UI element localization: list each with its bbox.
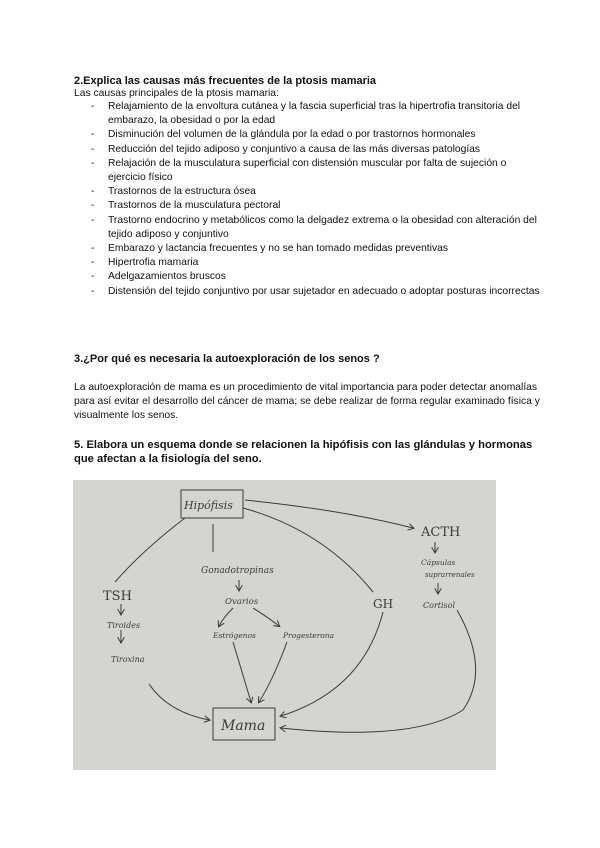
label-tiroides: Tiroides [107, 621, 141, 630]
bullet-dash: - [91, 243, 95, 255]
label-cortisol: Cortisol [423, 601, 456, 610]
list-item-text: Distensión del tejido conjuntivo por usar sujetador en adecuado o adoptar posturas incorrectas [108, 285, 540, 297]
label-mama: Mama [221, 718, 266, 734]
question-2-intro: Las causas principales de la ptosis mamaria: [74, 88, 279, 99]
list-item-text: Reducción del tejido adiposo y conjuntivo a causa de las más diversas patologías [108, 143, 481, 155]
list-item-text: Hipertrofia mamaria [108, 257, 199, 269]
list-item-text: Trastornos de la estructura ósea [108, 186, 256, 198]
hormone-diagram [73, 480, 496, 770]
list-item-text: Trastornos de la musculatura pectoral [108, 200, 281, 212]
line-to-tsh [115, 518, 185, 582]
list-item-text: Relajación de la musculatura superficial con distensión muscular por falta de sujeción o ejercicio físico [108, 157, 507, 184]
label-tsh: TSH [103, 589, 132, 604]
bullet-dash: - [91, 101, 95, 112]
label-tiroxina: Tiroxina [111, 655, 145, 664]
arrow-tiroxina-mama [149, 684, 209, 720]
list-item [74, 199, 544, 213]
bullet-dash: - [91, 186, 95, 198]
arrow-ovarios-estrogenos [219, 608, 233, 626]
label-acth: ACTH [421, 525, 461, 540]
label-hipofisis: Hipófisis [184, 499, 233, 512]
list-item [74, 285, 544, 299]
list-item [74, 100, 544, 128]
bullet-dash: - [91, 143, 95, 155]
arrow-estrogenos-mama [233, 642, 251, 702]
list-item [74, 214, 544, 242]
list-item [74, 270, 544, 284]
bullet-dash: - [91, 200, 95, 212]
list-item-text: Embarazo y lactancia frecuentes y no se han tomado medidas preventivas [108, 243, 448, 255]
list-item [74, 128, 544, 142]
bullet-dash: - [91, 285, 95, 297]
line-to-gh [243, 508, 373, 592]
label-capsulas: Cápsulas [421, 558, 456, 567]
bullet-dash: - [91, 257, 95, 269]
label-gh: GH [373, 597, 394, 611]
question-3-body: La autoexploración de mama es un procedimiento de vital importancia para poder detectar anomalías para así evitar el desarrollo del cáncer de mama; se debe realizar de forma regular examinado física y visualmente los senos. [74, 382, 540, 421]
hormone-diagram-photo [73, 480, 496, 770]
list-item [74, 157, 544, 185]
list-item [74, 185, 544, 199]
bullet-dash: - [91, 271, 95, 283]
list-item-text: Adelgazamientos bruscos [108, 271, 226, 283]
list-item-text: Trastorno endocrino y metabólicos como la delgadez extrema o la obesidad con alteración del tejido adiposo y conjuntivo [108, 214, 537, 240]
list-item [74, 242, 544, 256]
question-2-title: 2.Explica las causas más frecuentes de la ptosis mamaria [74, 75, 377, 87]
list-item [74, 143, 544, 157]
label-progesterona: Progesterona [283, 631, 335, 640]
bullet-dash: - [91, 157, 95, 169]
causes-list [74, 100, 544, 299]
label-gonadotropinas: Gonadotropinas [201, 566, 274, 576]
label-ovarios: Ovarios [225, 597, 259, 607]
label-estrogenos: Estrógenos [213, 631, 256, 640]
question-3-title: 3.¿Por qué es necesaria la autoexploración de los senos ? [74, 353, 380, 365]
bullet-dash: - [91, 214, 95, 226]
line-to-acth [245, 500, 413, 528]
list-item [74, 256, 544, 270]
arrow-ovarios-progesterona [253, 608, 279, 626]
label-suprarrenales: suprarrenales [425, 571, 475, 579]
arrow-progesterona-mama [259, 642, 287, 702]
bullet-dash: - [91, 129, 95, 141]
question-5-title: 5. Elabora un esquema donde se relacionen la hipófisis con las glándulas y hormonas que afectan a la fisiología del seno. [74, 439, 533, 465]
arrow-gh-mama [281, 612, 383, 716]
list-item-text: Disminución del volumen de la glándula por la edad o por trastornos hormonales [108, 129, 476, 141]
list-item-text: Relajamiento de la envoltura cutánea y la fascia superficial tras la hipertrofia transitoria del embarazo, la obesidad o por la edad [108, 101, 521, 127]
